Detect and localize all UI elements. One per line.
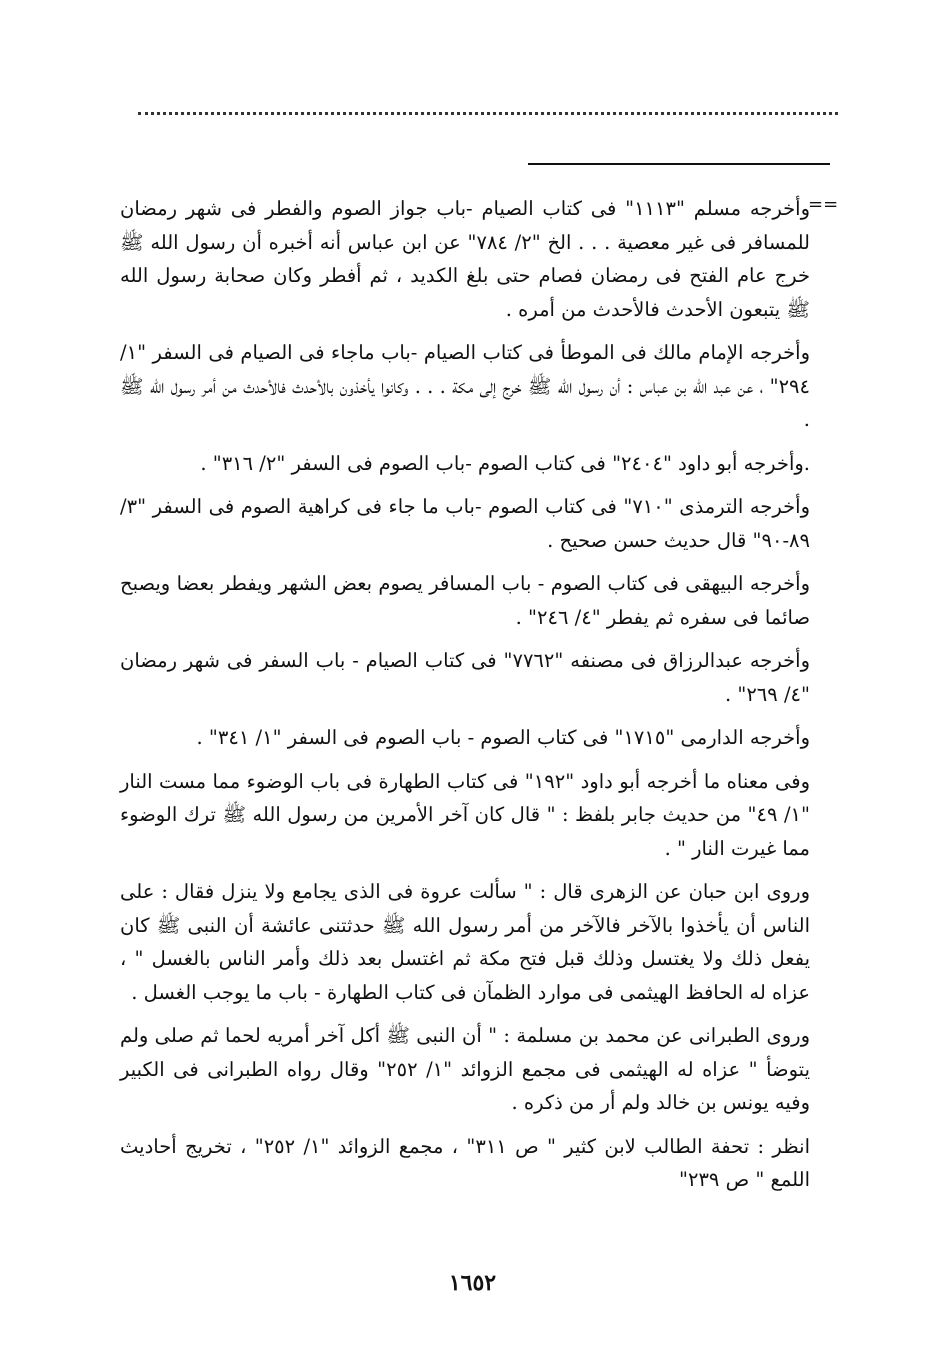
footnote-paragraph: وأخرجه البيهقى فى كتاب الصوم - باب المسافر يصوم بعض الشهر ويفطر بعضا ويصبح صائما فى سفره ثم يفطر "٤/ ٢٤٦" . [120, 572, 810, 629]
footnote-paragraph: وأخرجه مسلم "١١١٣" فى كتاب الصيام -باب جواز الصوم والفطر فى شهر رمضان للمسافر فى غير معصية . . . الخ "٢/ ٧٨٤" عن ابن عباس أنه أخبره أن رسول الله ﷺ خرج عام الفتح فى رمضان فصام حتى بلغ الكديد ، ثم أفطر وكان صحابة رسول الله ﷺ يتبعون الأحدث فالأحدث من أمره . [120, 197, 810, 321]
footnote-paragraph: انظر : تحفة الطالب لابن كثير " ص ٣١١" ، مجمع الزوائد "١/ ٢٥٢" ، تخريج أحاديث اللمع " ص ٢٣٩" [120, 1134, 810, 1191]
footnote-paragraph: وروى الطبرانى عن محمد بن مسلمة : " أن النبى ﷺ أكل آخر أمريه لحما ثم صلى ولم يتوضأ " عزاه له الهيثمى فى مجمع الزوائد "١/ ٢٥٢" وقال رواه الطبرانى فى الكبير وفيه يونس بن خالد ولم أر من ذكره . [120, 1024, 810, 1114]
footnotes [120, 192, 810, 1207]
footnote-paragraph: وأخرجه الإمام مالك فى الموطأ فى كتاب الصيام -باب ماجاء فى الصيام فى السفر "١/ ٢٩٤" ، عن عبد الله بن عباس : أن رسول الله ﷺ خرج إلى مكة . . . وكانوا يأخذون بالأحدث فالأحدث من أمر رسول الله ﷺ . [120, 341, 810, 431]
footnote-rule [528, 163, 830, 165]
footnote-paragraph: وروى ابن حبان عن الزهرى قال : " سألت عروة فى الذى يجامع ولا ينزل فقال : على الناس أن يأخذوا بالآخر فالآخر من أمر رسول الله ﷺ حدثتنى عائشة أن النبى ﷺ كان يفعل ذلك ولا يغتسل وذلك قبل فتح مكة ثم اغتسل بعد ذلك وأمر الناس بالغسل " ، عزاه له الحافظ الهيثمى فى موارد الظمآن فى كتاب الطهارة - باب ما يوجب الغسل . [120, 880, 810, 1004]
footnote-paragraph: .وأخرجه أبو داود "٢٤٠٤" فى كتاب الصوم -باب الصوم فى السفر "٢/ ٣١٦" . [200, 451, 810, 475]
continuation-mark: == [808, 194, 839, 215]
footnote-paragraph: وأخرجه الترمذى "٧١٠" فى كتاب الصوم -باب ما جاء فى كراهية الصوم فى السفر "٣/ ٨٩-٩٠" قال حديث حسن صحيح . [120, 495, 810, 552]
footnote-paragraph: وأخرجه عبدالرزاق فى مصنفه "٧٧٦٢" فى كتاب الصيام - باب السفر فى شهر رمضان "٤/ ٢٦٩" . [120, 649, 811, 706]
dotted-separator [138, 112, 838, 115]
page-number: ١٦٥٢ [448, 1270, 497, 1296]
footnote-paragraph: وأخرجه الدارمى "١٧١٥" فى كتاب الصوم - باب الصوم فى السفر "١/ ٣٤١" . [196, 726, 810, 749]
footnote-paragraph: وفى معناه ما أخرجه أبو داود "١٩٢" فى كتاب الطهارة فى باب الوضوء مما مست النار "١/ ٤٩" من حديث جابر بلفظ : " قال كان آخر الأمرين من رسول الله ﷺ ترك الوضوء مما غيرت النار " . [120, 769, 811, 860]
